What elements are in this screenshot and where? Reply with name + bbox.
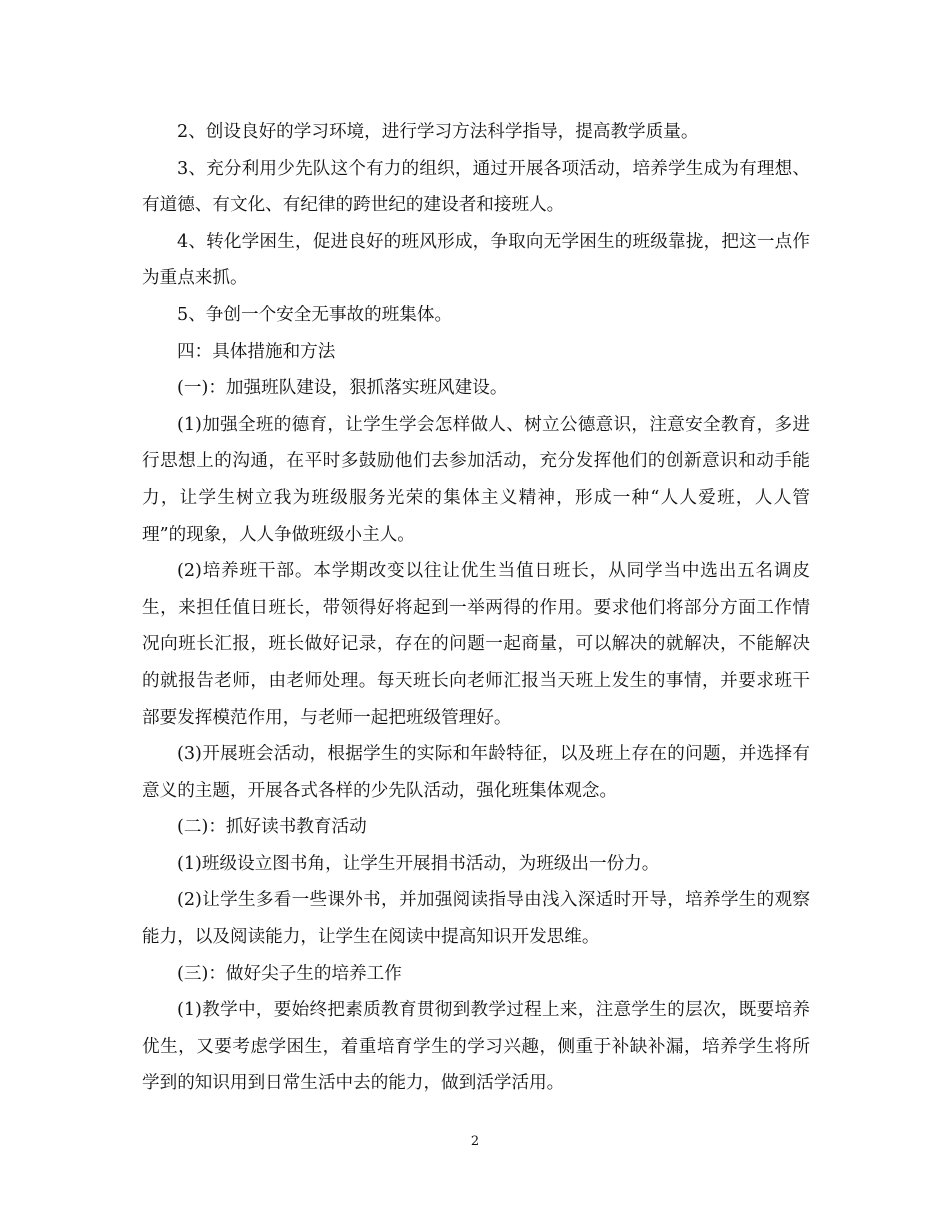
paragraph: (2)让学生多看一些课外书，并加强阅读指导由浅入深适时开导，培养学生的观察能力，以及阅读能力，让学生在阅读中提高知识开发思维。 xyxy=(142,890,810,948)
subsection-heading: (一)：加强班队建设，狠抓落实班风建设。 xyxy=(177,378,508,399)
subsection-heading: (三)：做好尖子生的培养工作 xyxy=(177,963,402,984)
subsection-heading: (二)：抓好读书教育活动 xyxy=(177,817,367,838)
paragraph: 2、创设良好的学习环境，进行学习方法科学指导，提高教学质量。 xyxy=(177,122,699,142)
paragraph: 4、转化学困生，促进良好的班风形成，争取向无学困生的班级靠拢，把这一点作为重点来抓。 xyxy=(142,231,810,289)
document-body xyxy=(142,114,810,1102)
paragraph: (3)开展班会活动，根据学生的实际和年龄特征，以及班上存在的问题，并选择有意义的主题，开展各式各样的少先队活动，强化班集体观念。 xyxy=(142,744,810,801)
section-heading: 四：具体措施和方法 xyxy=(177,341,336,362)
paragraph: (1)班级设立图书角，让学生开展捐书活动，为班级出一份力。 xyxy=(177,853,660,874)
paragraph: (1)加强全班的德育，让学生学会怎样做人、树立公德意识，注意安全教育，多进行思想上的沟通，在平时多鼓励他们去参加活动，充分发挥他们的创新意识和动手能力，让学生树立我为班级服务光荣的集体主义精神，形成一种“人人爱班，人人管理”的现象，人人争做班级小主人。 xyxy=(142,414,810,545)
paragraph: 3、充分利用少先队这个有力的组织，通过开展各项活动，培养学生成为有理想、有道德、有文化、有纪律的跨世纪的建设者和接班人。 xyxy=(142,158,810,216)
paragraph: (2)培养班干部。本学期改变以往让优生当值日班长，从同学当中选出五名调皮生，来担任值日班长，带领得好将起到一举两得的作用。要求他们将部分方面工作情况向班长汇报，班长做好记录，存在的问题一起商量，可以解决的就解决，不能解决的就报告老师，由老师处理。每天班长向老师汇报当天班上发生的事情，并要求班干部要发挥模范作用，与老师一起把班级管理好。 xyxy=(142,561,810,728)
paragraph: (1)教学中，要始终把素质教育贯彻到教学过程上来，注意学生的层次，既要培养优生，又要考虑学困生，着重培育学生的学习兴趣，侧重于补缺补漏，培养学生将所学到的知识用到日常生活中去的能力，做到活学活用。 xyxy=(142,1000,810,1094)
paragraph: 5、争创一个安全无事故的班集体。 xyxy=(177,304,453,325)
page-number: 2 xyxy=(470,1134,480,1149)
